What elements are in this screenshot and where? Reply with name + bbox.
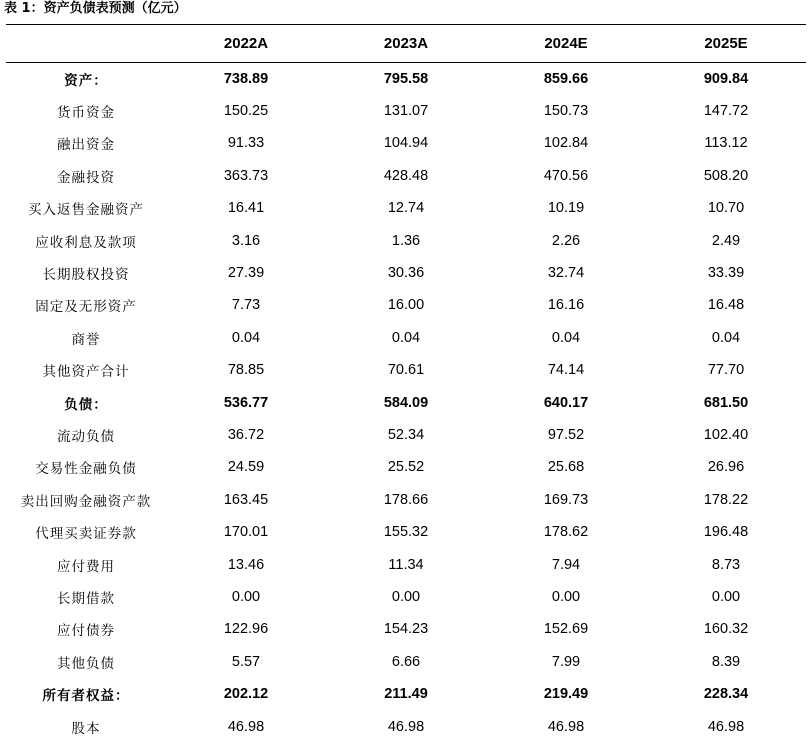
value-cell-2023a: 1.36 xyxy=(391,232,421,249)
value-cell-2022a: 363.73 xyxy=(223,167,269,184)
value-cell-2025e: 160.32 xyxy=(703,621,749,638)
value-cell-2024e: 169.73 xyxy=(543,491,589,508)
value-cell-2025e: 26.96 xyxy=(707,459,745,476)
value-cell-2022a: 122.96 xyxy=(223,621,269,638)
value-cell-2025e: 10.70 xyxy=(707,200,745,217)
row-label: 代理买卖证券款 xyxy=(35,526,137,543)
header-cell-2025e: 2025E xyxy=(646,25,806,63)
value-cell-2023a: 6.66 xyxy=(391,653,421,670)
row-label: 买入返售金融资产 xyxy=(28,202,144,219)
row-label: 应收利息及款项 xyxy=(35,234,137,251)
value-cell-2024e: 150.73 xyxy=(543,103,589,120)
row-label: 其他资产合计 xyxy=(42,364,130,381)
value-cell-2024e: 32.74 xyxy=(547,265,585,282)
value-cell-2022a: 36.72 xyxy=(227,426,265,443)
value-cell-2022a: 78.85 xyxy=(227,362,265,379)
value-cell-2025e: 2.49 xyxy=(711,232,741,249)
table-row xyxy=(6,646,806,678)
value-cell-2023a: 12.74 xyxy=(387,200,425,217)
value-cell-2023a: 211.49 xyxy=(384,686,428,703)
header-row xyxy=(6,25,806,63)
value-cell-2025e: 102.40 xyxy=(703,426,749,443)
balance-sheet-forecast-table xyxy=(6,24,806,742)
value-cell-2022a: 170.01 xyxy=(223,524,269,541)
value-cell-2024e: 219.49 xyxy=(543,686,589,703)
value-cell-2025e: 228.34 xyxy=(703,686,749,703)
value-cell-2023a: 0.04 xyxy=(391,329,421,346)
table-row xyxy=(6,581,806,613)
value-cell-2023a: 70.61 xyxy=(387,362,425,379)
row-label: 其他负债 xyxy=(57,655,115,672)
value-cell-2024e: 16.16 xyxy=(547,297,585,314)
row-label: 货币资金 xyxy=(57,105,115,122)
row-label: 资产： xyxy=(64,72,108,89)
value-cell-2024e: 7.99 xyxy=(551,653,581,670)
value-cell-2025e: 508.20 xyxy=(703,167,749,184)
row-label: 金融投资 xyxy=(57,169,115,186)
value-cell-2024e: 74.14 xyxy=(547,362,585,379)
value-cell-2025e: 196.48 xyxy=(703,524,749,541)
value-cell-2023a: 46.98 xyxy=(387,718,425,735)
table-row xyxy=(6,160,806,192)
value-cell-2023a: 795.58 xyxy=(383,70,429,87)
value-cell-2025e: 16.48 xyxy=(707,297,745,314)
value-cell-2024e: 0.04 xyxy=(551,329,581,346)
value-cell-2025e: 178.22 xyxy=(703,491,749,508)
value-cell-2024e: 10.19 xyxy=(547,200,585,217)
value-cell-2022a: 16.41 xyxy=(227,200,265,217)
table-row xyxy=(6,127,806,159)
value-cell-2023a: 104.94 xyxy=(383,135,429,152)
value-cell-2022a: 163.45 xyxy=(223,491,269,508)
value-cell-2024e: 97.52 xyxy=(547,426,585,443)
table-row xyxy=(6,516,806,548)
table-row xyxy=(6,710,806,742)
value-cell-2023a: 584.09 xyxy=(383,394,429,411)
value-cell-2025e: 8.39 xyxy=(711,653,741,670)
value-cell-2022a: 13.46 xyxy=(227,556,265,573)
row-label: 商誉 xyxy=(71,331,101,348)
value-cell-2024e: 640.17 xyxy=(543,394,589,411)
value-cell-2023a: 11.34 xyxy=(388,556,424,573)
value-cell-2023a: 178.66 xyxy=(383,491,429,508)
value-cell-2022a: 3.16 xyxy=(231,232,261,249)
value-cell-2025e: 33.39 xyxy=(707,265,745,282)
table-row xyxy=(6,678,806,710)
value-cell-2022a: 91.33 xyxy=(227,135,265,152)
table-row xyxy=(6,322,806,354)
value-cell-2024e: 470.56 xyxy=(543,167,589,184)
value-cell-2023a: 428.48 xyxy=(383,167,429,184)
value-cell-2025e: 46.98 xyxy=(707,718,745,735)
value-cell-2023a: 30.36 xyxy=(387,265,425,282)
row-label: 融出资金 xyxy=(57,137,115,154)
value-cell-2022a: 202.12 xyxy=(223,686,269,703)
value-cell-2022a: 5.57 xyxy=(231,653,261,670)
table-caption: 表 1：资产负债表预测（亿元） xyxy=(4,1,187,16)
table-row xyxy=(6,419,806,451)
table-row xyxy=(6,192,806,224)
value-cell-2025e: 909.84 xyxy=(703,70,749,87)
value-cell-2022a: 46.98 xyxy=(227,718,265,735)
value-cell-2024e: 7.94 xyxy=(551,556,581,573)
value-cell-2025e: 147.72 xyxy=(703,103,749,120)
row-label: 长期股权投资 xyxy=(42,267,130,284)
row-label: 长期借款 xyxy=(57,590,115,607)
table-row xyxy=(6,95,806,127)
table-row xyxy=(6,224,806,256)
header-cell-2024e: 2024E xyxy=(486,25,646,63)
row-label: 负债： xyxy=(64,396,108,413)
value-cell-2022a: 24.59 xyxy=(227,459,265,476)
table-row xyxy=(6,613,806,645)
value-cell-2024e: 859.66 xyxy=(543,70,589,87)
value-cell-2022a: 7.73 xyxy=(231,297,261,314)
row-label: 股本 xyxy=(71,720,101,737)
table-row xyxy=(6,548,806,580)
value-cell-2025e: 0.04 xyxy=(711,329,741,346)
value-cell-2025e: 681.50 xyxy=(703,394,749,411)
value-cell-2022a: 536.77 xyxy=(223,394,269,411)
value-cell-2022a: 0.04 xyxy=(231,329,261,346)
value-cell-2023a: 154.23 xyxy=(383,621,429,638)
value-cell-2022a: 738.89 xyxy=(223,70,269,87)
value-cell-2024e: 25.68 xyxy=(547,459,585,476)
value-cell-2023a: 25.52 xyxy=(387,459,425,476)
table-row xyxy=(6,484,806,516)
header-cell-2022a: 2022A xyxy=(166,25,326,63)
row-label: 所有者权益： xyxy=(42,688,130,705)
table-row xyxy=(6,257,806,289)
value-cell-2024e: 102.84 xyxy=(543,135,589,152)
row-label: 应付债券 xyxy=(57,623,115,640)
table-body xyxy=(6,63,806,742)
value-cell-2025e: 0.00 xyxy=(711,588,741,605)
value-cell-2024e: 46.98 xyxy=(547,718,585,735)
value-cell-2022a: 27.39 xyxy=(227,265,265,282)
value-cell-2024e: 2.26 xyxy=(551,232,581,249)
table-row xyxy=(6,451,806,483)
header-cell-2023a: 2023A xyxy=(326,25,486,63)
value-cell-2025e: 113.12 xyxy=(704,135,748,152)
value-cell-2023a: 131.07 xyxy=(383,103,429,120)
row-label: 交易性金融负债 xyxy=(35,461,137,478)
value-cell-2023a: 52.34 xyxy=(387,426,425,443)
header-cell-label xyxy=(6,25,166,63)
row-label: 卖出回购金融资产款 xyxy=(20,493,152,510)
value-cell-2024e: 178.62 xyxy=(543,524,589,541)
row-label: 固定及无形资产 xyxy=(35,299,137,316)
value-cell-2025e: 8.73 xyxy=(711,556,741,573)
value-cell-2025e: 77.70 xyxy=(707,362,745,379)
value-cell-2022a: 150.25 xyxy=(223,103,269,120)
row-label: 应付费用 xyxy=(57,558,115,575)
table-row xyxy=(6,386,806,418)
value-cell-2023a: 16.00 xyxy=(387,297,425,314)
table-row xyxy=(6,289,806,321)
value-cell-2023a: 0.00 xyxy=(391,588,421,605)
table-row xyxy=(6,354,806,386)
value-cell-2022a: 0.00 xyxy=(231,588,261,605)
value-cell-2024e: 152.69 xyxy=(543,621,589,638)
value-cell-2024e: 0.00 xyxy=(551,588,581,605)
table-row xyxy=(6,63,806,95)
value-cell-2023a: 155.32 xyxy=(383,524,429,541)
row-label: 流动负债 xyxy=(57,428,115,445)
